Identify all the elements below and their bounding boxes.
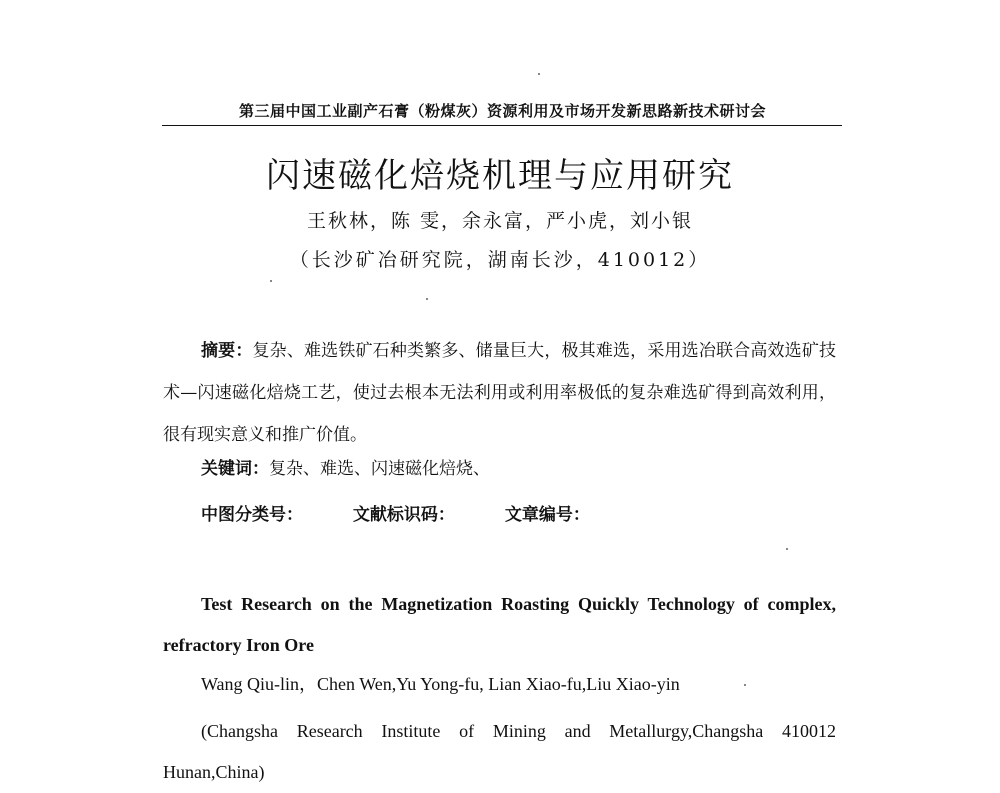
article-number-label: 文章编号： bbox=[504, 505, 590, 525]
abstract-text: 复杂、难选铁矿石种类繁多、储量巨大，极其难选，采用选冶联合高效选矿技术—闪速磁化焙烧工艺，使过去根本无法利用或利用率极低的复杂难选矿得到高效利用，很有现实意义和推广价值。 bbox=[163, 341, 836, 445]
scan-speck bbox=[426, 298, 428, 300]
conference-header: 第三届中国工业副产石膏（粉煤灰）资源利用及市场开发新思路新技术研讨会 bbox=[238, 102, 766, 120]
affiliation-en: (Changsha Research Institute of Mining and Metallurgy,Changsha 410012 Hunan,China) bbox=[163, 721, 836, 782]
scan-speck bbox=[786, 548, 788, 550]
paper-title-en: Test Research on the Magnetization Roasting Quickly Technology of complex, refractory Iron Ore bbox=[163, 594, 836, 655]
scan-speck bbox=[538, 73, 540, 75]
keywords-text: 复杂、难选、闪速磁化焙烧、 bbox=[269, 459, 490, 479]
scan-speck bbox=[270, 280, 272, 282]
affiliation-cn: （长沙矿冶研究院，湖南长沙，410012） bbox=[289, 249, 711, 271]
authors-en: Wang Qiu-lin，Chen Wen,Yu Yong-fu, Lian Xiao-fu,Liu Xiao-yin bbox=[201, 674, 680, 694]
doc-code-label: 文献标识码： bbox=[352, 505, 455, 525]
class-number-label: 中图分类号： bbox=[201, 505, 303, 525]
header-rule bbox=[162, 125, 842, 126]
classification-line bbox=[201, 500, 634, 525]
keywords-cn bbox=[201, 454, 490, 479]
abstract-cn bbox=[163, 330, 836, 456]
keywords-label: 关键词： bbox=[201, 459, 269, 479]
scan-speck bbox=[744, 684, 746, 686]
authors-cn: 王秋林，陈 雯，余永富，严小虎，刘小银 bbox=[306, 210, 694, 232]
abstract-label: 摘要： bbox=[201, 341, 253, 361]
paper-title-cn: 闪速磁化焙烧机理与应用研究 bbox=[266, 156, 734, 196]
